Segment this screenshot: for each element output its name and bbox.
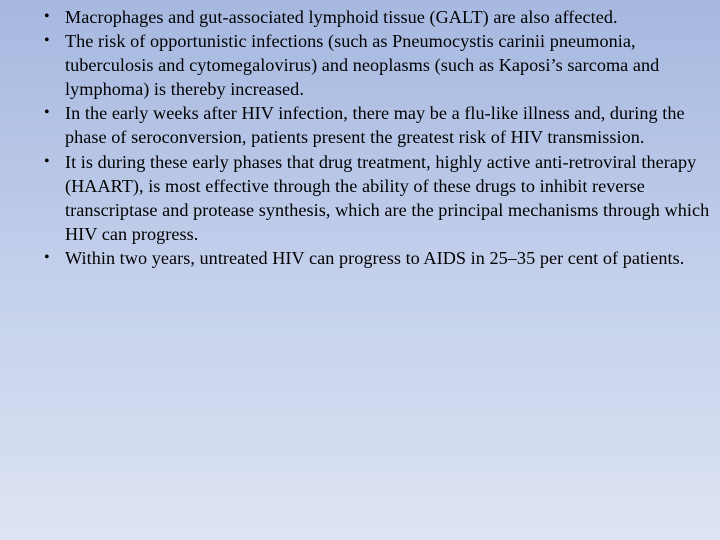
bullet-icon: • [44, 8, 50, 25]
bullet-text: The risk of opportunistic infections (such as Pneumocystis carinii pneumonia, tuberculosis and cytomegalovirus) and neoplasms (such as Kaposi’s sarcoma and lymphoma) is thereby increased. [65, 31, 660, 100]
bullet-item-early-weeks [0, 101, 716, 149]
bullet-item-haart [0, 150, 716, 246]
bullet-text: Macrophages and gut-associated lymphoid tissue (GALT) are also affected. [65, 7, 618, 27]
bullet-list [0, 5, 716, 270]
bullet-text: In the early weeks after HIV infection, there may be a flu-like illness and, during the phase of seroconversion, patients present the greatest risk of HIV transmission. [65, 103, 685, 148]
bullet-icon: • [44, 32, 50, 50]
bullet-icon: • [44, 104, 50, 122]
bullet-item-galt [0, 5, 716, 29]
bullet-icon: • [44, 248, 50, 266]
bullet-icon: • [44, 152, 50, 170]
bullet-text: It is during these early phases that drug treatment, highly active anti-retroviral therapy (HAART), is most effective through the ability of these drugs to inhibit reverse transcriptase and protease synthesis, which are the principal mechanisms through which HIV can progress. [65, 151, 710, 244]
bullet-item-opportunistic-infections [0, 29, 716, 101]
bullet-item-aids-progression [0, 246, 716, 270]
bullet-text: Within two years, untreated HIV can progress to AIDS in 25–35 per cent of patients. [65, 247, 685, 268]
